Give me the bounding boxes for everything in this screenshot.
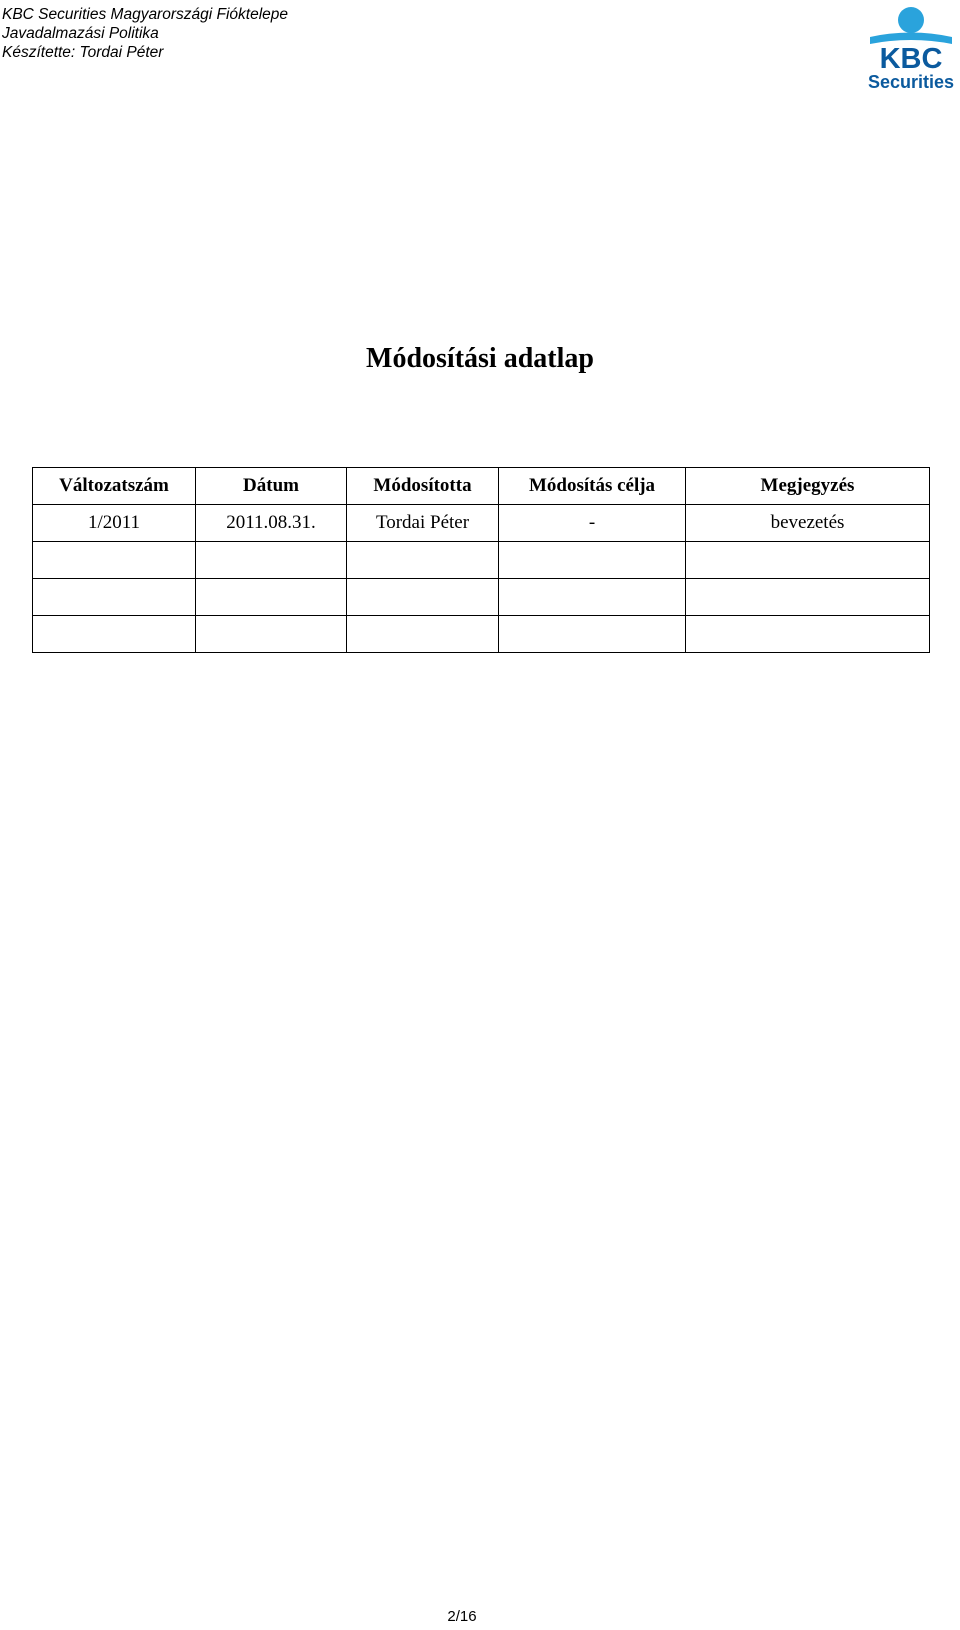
table-cell [33,616,196,653]
table-cell [686,579,930,616]
table-row [33,542,930,579]
table-cell [347,579,499,616]
logo-text-securities: Securities [868,72,954,92]
header-company: KBC Securities Magyarországi Fióktelepe [2,6,289,23]
column-header-version: Változatszám [33,468,196,505]
logo-head-icon [898,7,924,33]
modification-table [32,467,930,653]
document-header [2,5,288,62]
column-header-note: Megjegyzés [686,468,930,505]
table-cell [686,542,930,579]
table-cell [33,579,196,616]
table-cell [196,616,347,653]
page-title: Módosítási adatlap [366,343,594,374]
column-header-date: Dátum [196,468,347,505]
table-cell: - [499,505,686,542]
table-row [33,579,930,616]
table-cell [33,542,196,579]
table-row [33,505,930,542]
header-document-title: Javadalmazási Politika [2,25,159,42]
header-author: Készítette: Tordai Péter [2,44,164,61]
logo-text-kbc: KBC [879,43,943,75]
page-number: 2/16 [447,1608,477,1625]
table-cell [196,579,347,616]
kbc-securities-logo [868,4,954,92]
column-header-purpose: Módosítás célja [499,468,686,505]
table-cell [499,616,686,653]
table-row [33,616,930,653]
table-cell: bevezetés [686,505,930,542]
table-cell: 1/2011 [33,505,196,542]
table-cell: 2011.08.31. [196,505,347,542]
table-cell [499,579,686,616]
column-header-modified-by: Módosította [347,468,499,505]
table-cell [347,542,499,579]
table-header-row [33,468,930,505]
table-cell: Tordai Péter [347,505,499,542]
table-cell [196,542,347,579]
table-cell [347,616,499,653]
table-cell [499,542,686,579]
table-cell [686,616,930,653]
